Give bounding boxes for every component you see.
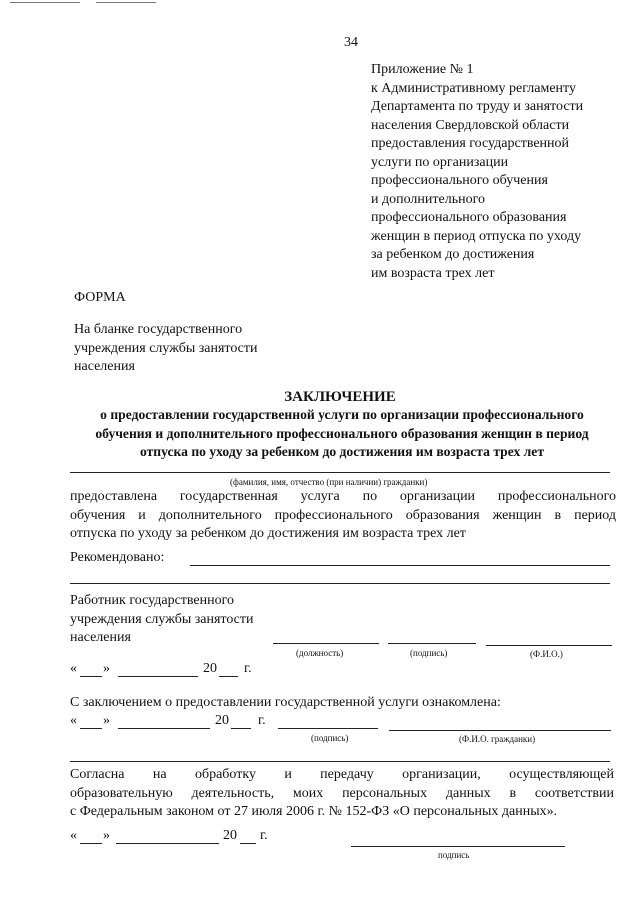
year-line[interactable] — [231, 728, 251, 729]
recommended-line-2[interactable] — [70, 583, 610, 584]
subtitle-line: о предоставлении государственной услуги по организации профессионального — [100, 407, 584, 422]
letterhead-block — [74, 321, 258, 377]
subtitle-line: обучения и дополнительного профессионального образования женщин в период — [95, 425, 589, 441]
appendix-line: населения Свердловской области — [371, 117, 570, 133]
date-open-quote: « — [70, 713, 77, 728]
letterhead-line: На бланке государственного — [74, 322, 243, 337]
acquainted-label: С заключением о предоставлении государственной услуги ознакомлена: — [70, 695, 501, 710]
name-line[interactable] — [486, 645, 612, 646]
appendix-line: за ребенком до достижения — [371, 247, 535, 262]
date-close-quote: » — [103, 713, 110, 728]
consent-line: образовательную деятельность, моих персональных данных в соответствии — [70, 785, 614, 801]
appendix-line: женщин в период отпуска по уходу — [371, 228, 582, 244]
day-line[interactable] — [80, 728, 102, 729]
citizen-name-caption-2: (Ф.И.О. гражданки) — [459, 734, 536, 744]
consent-signature-line[interactable] — [351, 846, 565, 847]
subtitle-line: отпуска по уходу за ребенком до достижения им возраста трех лет — [139, 444, 545, 459]
appendix-line: Департамента по труду и занятости — [371, 99, 584, 114]
year-line[interactable] — [240, 843, 256, 844]
date-close-quote: » — [103, 661, 110, 676]
consent-line: Согласна на обработку и передачу организации, осуществляющей — [70, 767, 614, 782]
year-suffix: г. — [258, 713, 266, 728]
citizen-name-line-2[interactable] — [389, 730, 611, 731]
consent-line: с Федеральным законом от 27 июля 2006 г. № 152-ФЗ «О персональных данных». — [70, 804, 558, 819]
form-label: ФОРМА — [74, 290, 126, 305]
day-line[interactable] — [80, 843, 102, 844]
service-text-line: отпуска по уходу за ребенком до достижения им возраста трех лет — [70, 526, 466, 541]
date-close-quote: » — [103, 828, 110, 843]
citizen-signature-caption: (подпись) — [311, 733, 349, 743]
appendix-line: услуги по организации — [371, 154, 509, 170]
letterhead-line: учреждения службы занятости — [74, 340, 258, 356]
employee-block — [70, 592, 254, 648]
employee-line: учреждения службы занятости — [70, 611, 254, 627]
year-suffix: г. — [244, 661, 252, 676]
appendix-line: профессионального образования — [371, 210, 567, 225]
citizen-name-line[interactable] — [70, 472, 610, 473]
appendix-line: профессионального обучения — [371, 173, 548, 188]
service-text — [70, 488, 616, 544]
appendix-block — [371, 61, 583, 283]
service-text-line: обучения и дополнительного профессионального образования женщин в период — [70, 507, 616, 523]
year-line[interactable] — [219, 676, 238, 677]
service-text-line: предоставлена государственная услуга по организации профессионального — [70, 489, 616, 504]
consent-text — [70, 766, 614, 822]
signature-caption: (подпись) — [410, 648, 448, 658]
name-caption: (Ф.И.О.) — [530, 649, 563, 659]
document-title: ЗАКЛЮЧЕНИЕ — [284, 389, 396, 405]
scan-edge-mark — [96, 2, 156, 3]
appendix-line: к Административному регламенту — [371, 80, 576, 96]
month-line[interactable] — [118, 728, 210, 729]
document-subtitle — [66, 406, 618, 462]
position-line[interactable] — [273, 643, 379, 644]
appendix-line: и дополнительного — [371, 191, 485, 207]
appendix-line: им возраста трех лет — [371, 265, 495, 281]
date-open-quote: « — [70, 661, 77, 676]
scan-edge-mark — [10, 2, 80, 3]
letterhead-line: населения — [74, 359, 135, 374]
consent-signature-caption: подпись — [438, 850, 470, 860]
year-prefix: 20 — [215, 713, 229, 728]
year-prefix: 20 — [223, 828, 237, 843]
month-line[interactable] — [118, 676, 198, 677]
date-open-quote: « — [70, 828, 77, 843]
citizen-signature-line[interactable] — [278, 728, 378, 729]
appendix-line: Приложение № 1 — [371, 62, 474, 77]
employee-line: населения — [70, 630, 131, 645]
year-prefix: 20 — [203, 661, 217, 676]
page-number: 34 — [344, 35, 358, 50]
recommended-line[interactable] — [190, 565, 610, 566]
year-suffix: г. — [260, 828, 268, 843]
recommended-label: Рекомендовано: — [70, 550, 165, 565]
month-line[interactable] — [116, 843, 219, 844]
day-line[interactable] — [80, 676, 102, 677]
signature-line[interactable] — [388, 643, 476, 644]
employee-line: Работник государственного — [70, 593, 235, 608]
appendix-line: предоставления государственной — [371, 136, 570, 151]
position-caption: (должность) — [296, 648, 344, 658]
citizen-name-caption: (фамилия, имя, отчество (при наличии) гражданки) — [230, 477, 428, 487]
extra-line[interactable] — [70, 761, 610, 762]
